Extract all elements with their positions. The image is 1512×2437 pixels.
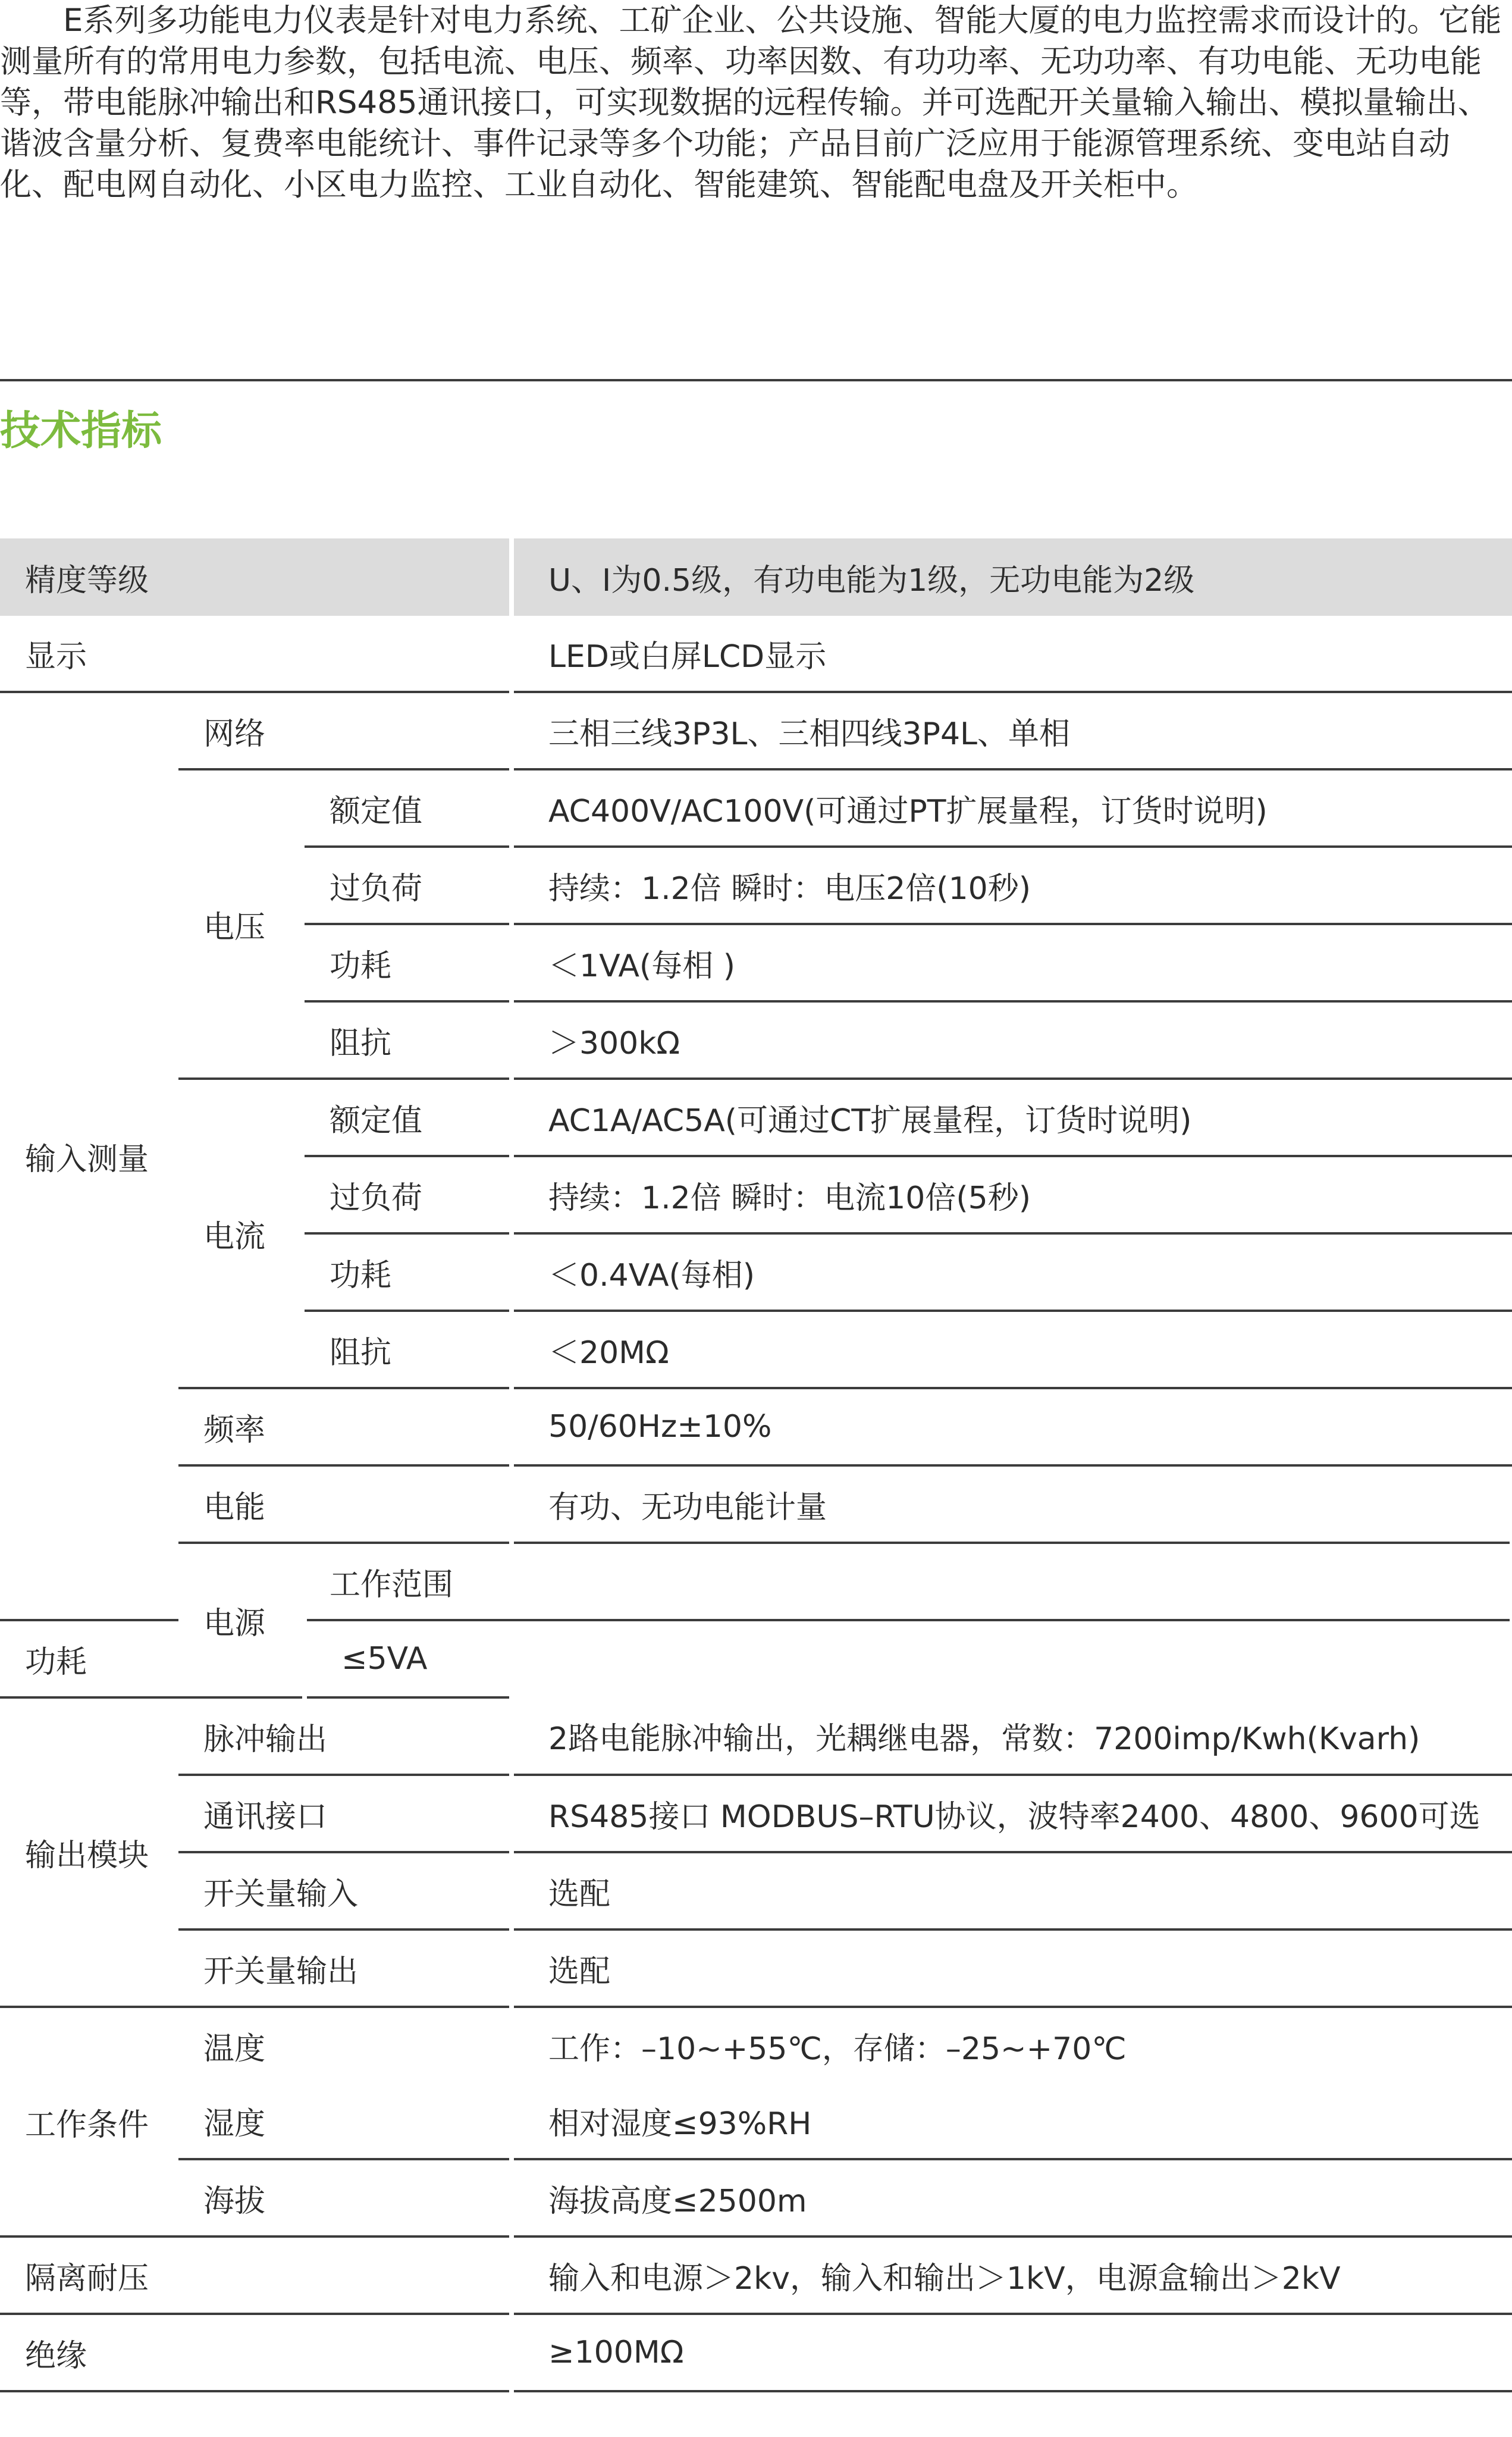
table-row-power-range xyxy=(0,1543,1512,1620)
section-divider xyxy=(0,379,1512,381)
spec-value: 工作：–10~+55℃，存储：–25~+70℃ xyxy=(512,2007,1512,2083)
spec-label: 功耗 xyxy=(0,1620,305,1697)
spec-label: 额定值 xyxy=(305,1079,512,1156)
table-row-do xyxy=(0,1929,1512,2007)
table-row-isolation xyxy=(0,2236,1512,2314)
table-row-display xyxy=(0,616,1512,692)
spec-value: ≤5VA xyxy=(305,1620,512,1697)
spec-label: 频率 xyxy=(178,1388,512,1465)
spec-value: ＜1VA(每相 ) xyxy=(512,924,1512,1001)
spec-label: 阻抗 xyxy=(305,1311,512,1388)
subgroup-label-current: 电流 xyxy=(178,1079,305,1388)
section-title: 技术指标 xyxy=(0,408,162,455)
spec-label: 绝缘 xyxy=(0,2314,512,2391)
spec-label: 精度等级 xyxy=(0,538,512,616)
spec-value: LED或白屏LCD显示 xyxy=(512,616,1512,692)
spec-label: 显示 xyxy=(0,616,512,692)
subgroup-label-voltage: 电压 xyxy=(178,769,305,1079)
spec-label: 网络 xyxy=(178,692,512,769)
table-row-network xyxy=(0,692,1512,769)
table-row-temperature xyxy=(0,2007,1512,2083)
spec-table xyxy=(0,538,1512,2392)
spec-value: U、I为0.5级，有功电能为1级，无功电能为2级 xyxy=(512,538,1512,616)
spec-label: 阻抗 xyxy=(305,1001,512,1079)
spec-value: 选配 xyxy=(512,1852,1512,1929)
spec-label: 隔离耐压 xyxy=(0,2236,512,2314)
spec-value: 选配 xyxy=(512,1929,1512,2007)
spec-value: AC1A/AC5A(可通过CT扩展量程，订货时说明) xyxy=(512,1079,1512,1156)
intro-paragraph: E系列多功能电力仪表是针对电力系统、工矿企业、公共设施、智能大厦的电力监控需求而设计的。它能测量所有的常用电力参数，包括电流、电压、频率、功率因数、有功功率、无功功率、有功电能、无功电能等，带电能脉冲输出和RS485通讯接口，可实现数据的远程传输。并可选配开关量输入输出、模拟量输出、谐波含量分析、复费率电能统计、事件记录等多个功能；产品目前广泛应用于能源管理系统、变电站自动化、配电网自动化、小区电力监控、工业自动化、智能建筑、智能配电盘及开关柜中。 xyxy=(0,2,1502,203)
spec-value: 2路电能脉冲输出，光耦继电器，常数：7200imp/Kwh(Kvarh) xyxy=(512,1697,1512,1775)
spec-label: 额定值 xyxy=(305,769,512,847)
group-label-power: 电源 xyxy=(178,1543,305,1697)
spec-label: 功耗 xyxy=(305,1233,512,1311)
spec-label: 脉冲输出 xyxy=(178,1697,512,1775)
table-row-energy xyxy=(0,1465,1512,1543)
spec-value: 50/60Hz±10% xyxy=(512,1388,1512,1465)
spec-value: 持续：1.2倍 瞬时：电压2倍(10秒) xyxy=(512,847,1512,924)
spec-value: ＜20MΩ xyxy=(512,1311,1512,1388)
spec-label: 电能 xyxy=(178,1465,512,1543)
table-row-voltage-rated xyxy=(0,769,1512,847)
table-row-accuracy xyxy=(0,538,1512,616)
table-row-current-rated xyxy=(0,1079,1512,1156)
spec-value: 输入和电源＞2kv，输入和输出＞1kV，电源盒输出＞2kV xyxy=(512,2236,1512,2314)
spec-label: 过负荷 xyxy=(305,847,512,924)
spec-label: 湿度 xyxy=(178,2083,512,2159)
spec-value: ＜0.4VA(每相) xyxy=(512,1233,1512,1311)
spec-label: 开关量输出 xyxy=(178,1929,512,2007)
table-row-comm xyxy=(0,1775,1512,1852)
spec-value: AC400V/AC100V(可通过PT扩展量程，订货时说明) xyxy=(512,769,1512,847)
spec-value: 持续：1.2倍 瞬时：电流10倍(5秒) xyxy=(512,1156,1512,1233)
spec-label: 温度 xyxy=(203,2031,266,2067)
spec-label: 海拔 xyxy=(178,2159,512,2236)
group-label-conditions: 工作条件 xyxy=(0,2007,178,2236)
table-row-pulse xyxy=(0,1697,1512,1775)
spec-value: ≥100MΩ xyxy=(512,2314,1512,2391)
spec-label: 功耗 xyxy=(305,924,512,1001)
table-row-altitude xyxy=(0,2159,1512,2236)
spec-value: 相对湿度≤93%RH xyxy=(512,2083,1512,2159)
spec-label: 工作范围 xyxy=(305,1543,1512,1620)
spec-label: 通讯接口 xyxy=(178,1775,512,1852)
spec-value: 有功、无功电能计量 xyxy=(512,1465,1512,1543)
table-row-di xyxy=(0,1852,1512,1929)
spec-value: 三相三线3P3L、三相四线3P4L、单相 xyxy=(512,692,1512,769)
spec-value: 海拔高度≤2500m xyxy=(512,2159,1512,2236)
table-row-humidity xyxy=(0,2083,1512,2159)
spec-value: RS485接口 MODBUS–RTU协议，波特率2400、4800、9600可选 xyxy=(512,1775,1512,1852)
group-label-output: 输出模块 xyxy=(0,1697,178,2007)
table-row-insulation xyxy=(0,2314,1512,2391)
spec-label: 开关量输入 xyxy=(178,1852,512,1929)
spec-value: ＞300kΩ xyxy=(512,1001,1512,1079)
group-label-input: 输入测量 xyxy=(0,692,178,1620)
spec-label: 过负荷 xyxy=(305,1156,512,1233)
table-row-frequency xyxy=(0,1388,1512,1465)
